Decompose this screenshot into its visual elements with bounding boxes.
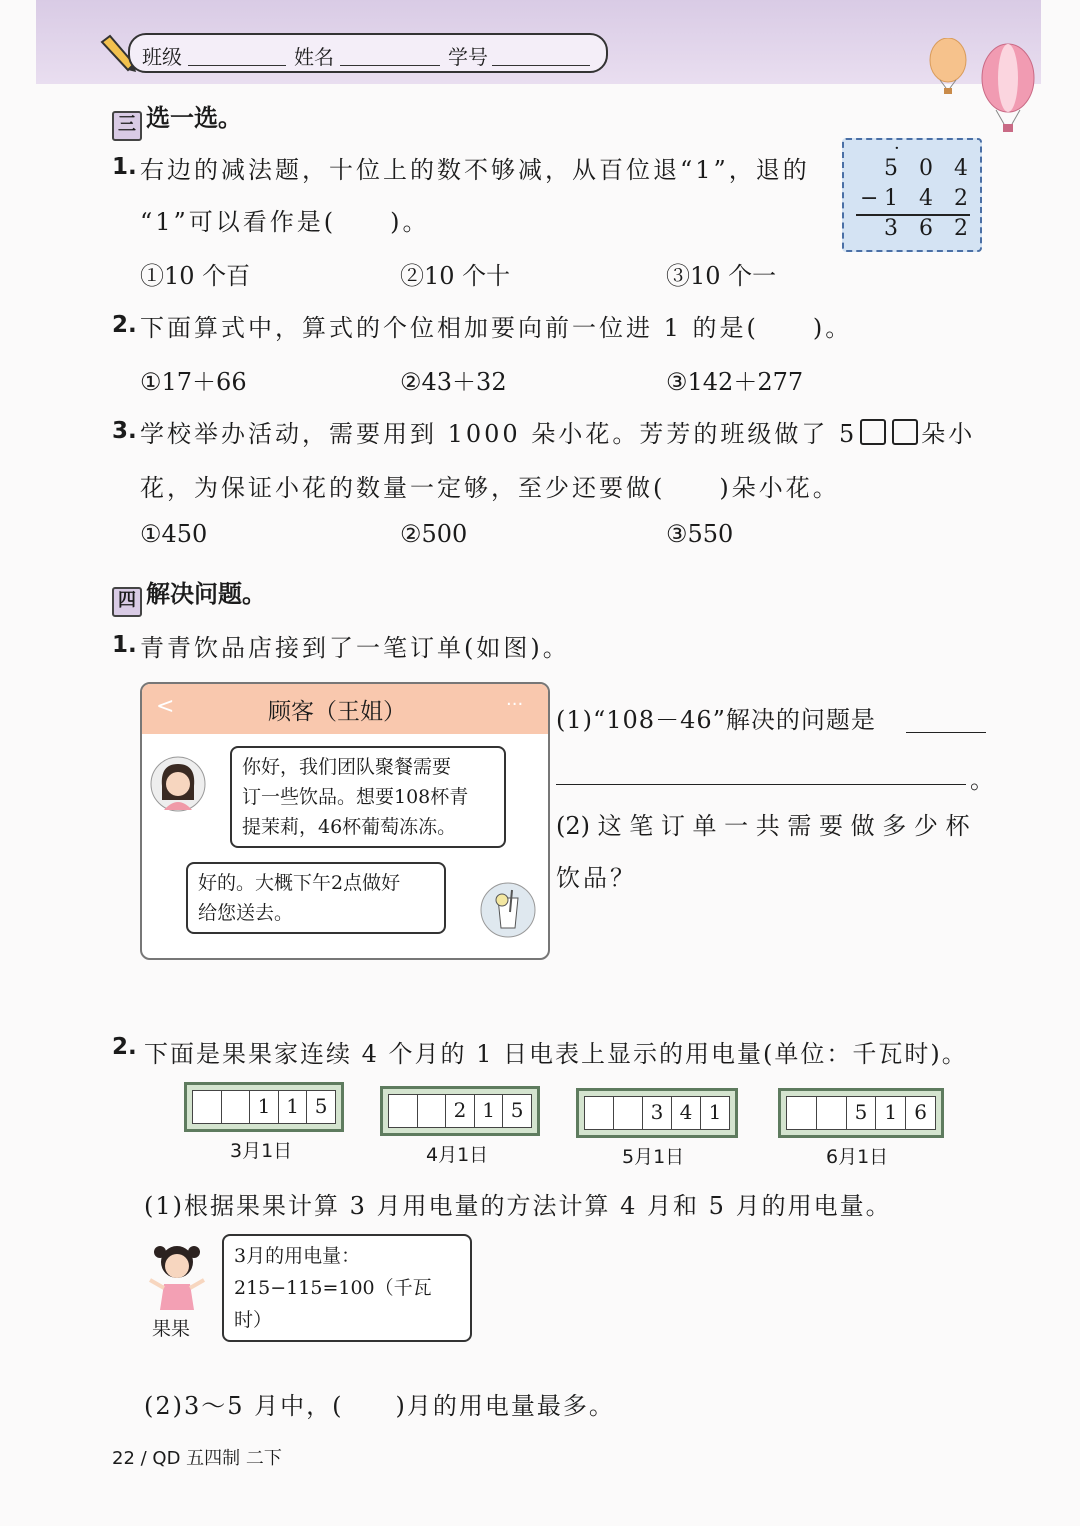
meter-digit-cell: 1 <box>279 1091 308 1123</box>
meter-digit-cell: 5 <box>510 1098 524 1122</box>
class-field[interactable] <box>188 65 286 66</box>
meter-digit-cell <box>585 1097 614 1129</box>
meter-digit-cell: 5 <box>314 1094 328 1118</box>
q1-option-2[interactable]: ②10 个十 <box>400 262 511 290</box>
guoguo-name: 果果 <box>152 1318 191 1340</box>
customer-message-bubble: 你好，我们团队聚餐需要 订一些饮品。想要108杯青 提茉莉，46杯葡萄冻冻。 <box>230 746 506 848</box>
meter-digit-cell: 1 <box>876 1097 906 1129</box>
meter-digit-cell: 1 <box>475 1095 504 1127</box>
meter-digit-cell: 5 <box>847 1097 877 1129</box>
meter-label-april: 4月1日 <box>426 1144 489 1166</box>
digit-box[interactable] <box>892 419 918 445</box>
electric-meter-april <box>380 1086 540 1136</box>
answer-line[interactable] <box>556 784 966 785</box>
more-icon[interactable]: ··· <box>506 694 524 715</box>
q2-option-1[interactable]: ①17＋66 <box>140 368 247 396</box>
meter-label-march: 3月1日 <box>230 1140 293 1162</box>
s4-q2-text: 下面是果果家连续 4 个月的 1 日电表上显示的用电量(单位：千瓦时)。 <box>144 1040 968 1068</box>
meter-digit-cell: 6 <box>914 1100 927 1124</box>
student-info-bar <box>128 33 608 73</box>
s4-q1-number: 1. <box>112 632 137 658</box>
id-field[interactable] <box>492 65 590 66</box>
minus-sign: − <box>860 186 879 211</box>
guoguo-girl-icon <box>146 1240 208 1316</box>
electric-meter-march <box>184 1082 344 1132</box>
s4-q1-sub1-end: 。 <box>970 766 997 794</box>
meter-digit-cell <box>222 1091 251 1123</box>
q3-option-3[interactable]: ③550 <box>666 520 734 548</box>
chat-title: 顾客（王姐） <box>268 699 406 725</box>
answer-line[interactable] <box>906 732 986 733</box>
q3-text-line1: 学校举办活动，需要用到 1000 朵小花。芳芳的班级做了 5 朵小 <box>140 420 976 448</box>
s4-q2-number: 2. <box>112 1034 137 1060</box>
difference-row: 3 6 2 <box>884 216 968 241</box>
back-icon[interactable]: < <box>156 694 175 719</box>
s4-q2-sub2: (2)3～5 月中，( )月的用电量最多。 <box>144 1392 615 1420</box>
meter-digit-cell: 1 <box>708 1100 722 1124</box>
chat-header <box>142 684 548 734</box>
digit-box[interactable] <box>860 419 886 445</box>
electric-meter-may <box>576 1088 738 1138</box>
s4-q1-text: 青青饮品店接到了一笔订单(如图)。 <box>140 634 570 662</box>
chat-order-card <box>140 682 550 960</box>
drink-shop-avatar-icon <box>480 882 536 938</box>
q2-text: 下面算式中，算式的个位相加要向前一位进 1 的是( )。 <box>140 314 853 342</box>
q2-number: 2. <box>112 312 137 338</box>
s4-q1-sub2-line1: (2) 这 笔 订 单 一 共 需 要 做 多 少 杯 <box>556 812 970 840</box>
meter-label-june: 6月1日 <box>826 1146 889 1168</box>
electric-meter-june <box>778 1088 944 1138</box>
section-four-title: 解决问题。 <box>146 580 266 608</box>
meter-digit-cell <box>817 1097 847 1129</box>
guoguo-speech-bubble: 3月的用电量： 215−115=100（千瓦时） <box>222 1234 472 1342</box>
meter-digit-cell <box>193 1091 222 1123</box>
q1-number: 1. <box>112 154 137 180</box>
meter-digit-cell: 1 <box>250 1091 279 1123</box>
meter-digit-cell: 2 <box>446 1095 475 1127</box>
meter-label-may: 5月1日 <box>622 1146 685 1168</box>
shop-message-bubble: 好的。大概下午2点做好 给您送去。 <box>186 862 446 934</box>
section-four-badge: 四 <box>112 587 142 617</box>
q1-text-line1: 右边的减法题，十位上的数不够减，从百位退“1”，退的 <box>140 156 810 184</box>
meter-digit-cell <box>614 1097 643 1129</box>
hot-air-balloon-icon <box>926 38 1036 138</box>
q1-option-3[interactable]: ③10 个一 <box>666 262 777 290</box>
name-field[interactable] <box>340 65 440 66</box>
subtraction-figure <box>842 138 982 252</box>
minuend-row: 5 0 4 <box>884 156 968 181</box>
meter-digit-cell <box>787 1097 817 1129</box>
section-three-badge: 三 <box>112 111 142 141</box>
subtrahend-row: 1 4 2 <box>884 186 968 211</box>
q2-option-2[interactable]: ②43＋32 <box>400 368 507 396</box>
class-label: 班级 <box>142 45 182 69</box>
s4-q2-sub1: (1)根据果果计算 3 月用电量的方法计算 4 月和 5 月的用电量。 <box>144 1192 892 1220</box>
meter-digit-cell <box>418 1095 447 1127</box>
s4-q1-sub2-line2: 饮品？ <box>556 864 637 892</box>
customer-avatar-icon <box>150 756 206 812</box>
q1-option-1[interactable]: ①10 个百 <box>140 262 251 290</box>
s4-q1-sub1: (1)“108－46”解决的问题是 <box>556 706 876 734</box>
section-four-heading <box>112 574 266 617</box>
meter-digit-cell <box>389 1095 418 1127</box>
name-label: 姓名 <box>294 45 334 69</box>
id-label: 学号 <box>448 45 488 69</box>
page-footer: 22 / QD 五四制 二下 <box>112 1448 282 1469</box>
q3-option-1[interactable]: ①450 <box>140 520 208 548</box>
meter-digit-cell: 4 <box>672 1097 701 1129</box>
section-three-heading <box>112 98 242 141</box>
borrow-dot: · <box>894 138 900 159</box>
section-three-title: 选一选。 <box>146 104 242 132</box>
q3-number: 3. <box>112 418 137 444</box>
q1-text-line2: “1”可以看作是( )。 <box>140 208 430 236</box>
q3-text-line2: 花，为保证小花的数量一定够，至少还要做( )朵小花。 <box>140 474 840 502</box>
q2-option-3[interactable]: ③142＋277 <box>666 368 804 396</box>
meter-digit-cell: 3 <box>643 1097 672 1129</box>
q3-option-2[interactable]: ②500 <box>400 520 468 548</box>
